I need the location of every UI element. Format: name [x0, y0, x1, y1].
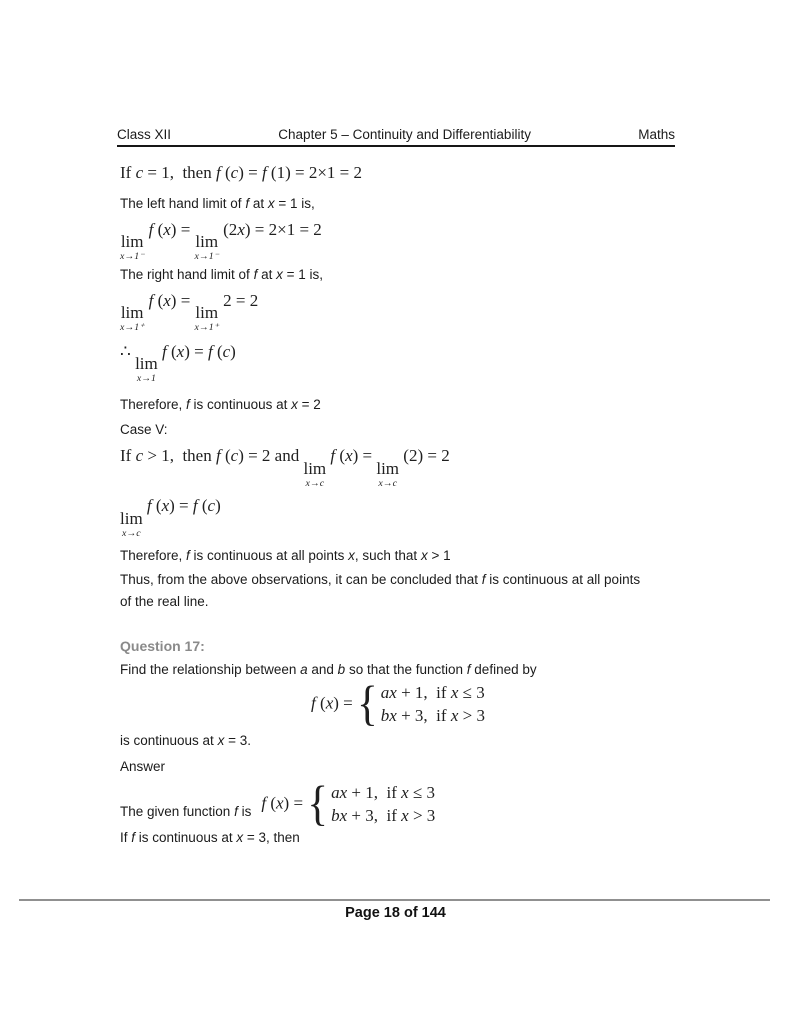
text-conclusion-line1: Thus, from the above observations, it can be concluded that f is continuous at all points — [120, 572, 641, 588]
text-continuous-at-2: Therefore, f is continuous at x = 2 — [120, 397, 321, 413]
text-left-hand-limit: The left hand limit of f at x = 1 is, — [120, 196, 315, 211]
header-class: Class XII — [117, 127, 172, 142]
text-case-v: Case V: — [120, 422, 168, 438]
text-conclusion-line2: of the real line. — [120, 594, 209, 610]
page-number: Page 18 of 144 — [345, 905, 446, 921]
page-header — [117, 127, 675, 147]
document-body — [120, 148, 676, 849]
header-subject: Maths — [638, 127, 675, 142]
equation-case-v: If c > 1, then f (c) = 2 and lim x→c f (x) = lim x→c (2) = 2 — [120, 446, 450, 489]
text-given-function: The given function f is — [120, 804, 252, 820]
header-chapter-title: Chapter 5 – Continuity and Differentiability — [278, 127, 531, 142]
equation-right-hand-limit: lim x→1⁺ f (x) = lim x→1⁺ 2 = 2 — [120, 291, 259, 334]
equation-piecewise-answer: f (x) = { ax + 1, if x ≤ 3 bx + 3, if x > 3 — [261, 777, 436, 832]
text-continuous-x-gt-1: Therefore, f is continuous at all points x, such that x > 1 — [120, 548, 451, 564]
equation-lim-equals-fc: lim x→c f (x) = f (c) — [120, 496, 221, 539]
text-right-hand-limit: The right hand limit of f at x = 1 is, — [120, 267, 324, 283]
equation-therefore-limit: ∴ lim x→1 f (x) = f (c) — [120, 342, 236, 385]
equation-piecewise-question: f (x) = { ax + 1, if x ≤ 3 bx + 3, if x > 3 — [311, 677, 485, 732]
text-continuous-at-3: is continuous at x = 3. — [120, 733, 251, 749]
text-question-17: Find the relationship between a and b so that the function f defined by — [120, 662, 537, 678]
equation-if-c-equals-1: If c = 1, then f (c) = f (1) = 2×1 = 2 — [120, 163, 363, 182]
footer-rule — [19, 899, 770, 901]
answer-label: Answer — [120, 759, 166, 775]
given-function-row — [120, 777, 676, 832]
text-if-continuous-then: If f is continuous at x = 3, then — [120, 830, 300, 846]
question-17-heading: Question 17: — [120, 638, 205, 655]
equation-left-hand-limit: lim x→1⁻ f (x) = lim x→1⁻ (2x) = 2×1 = 2 — [120, 220, 322, 263]
